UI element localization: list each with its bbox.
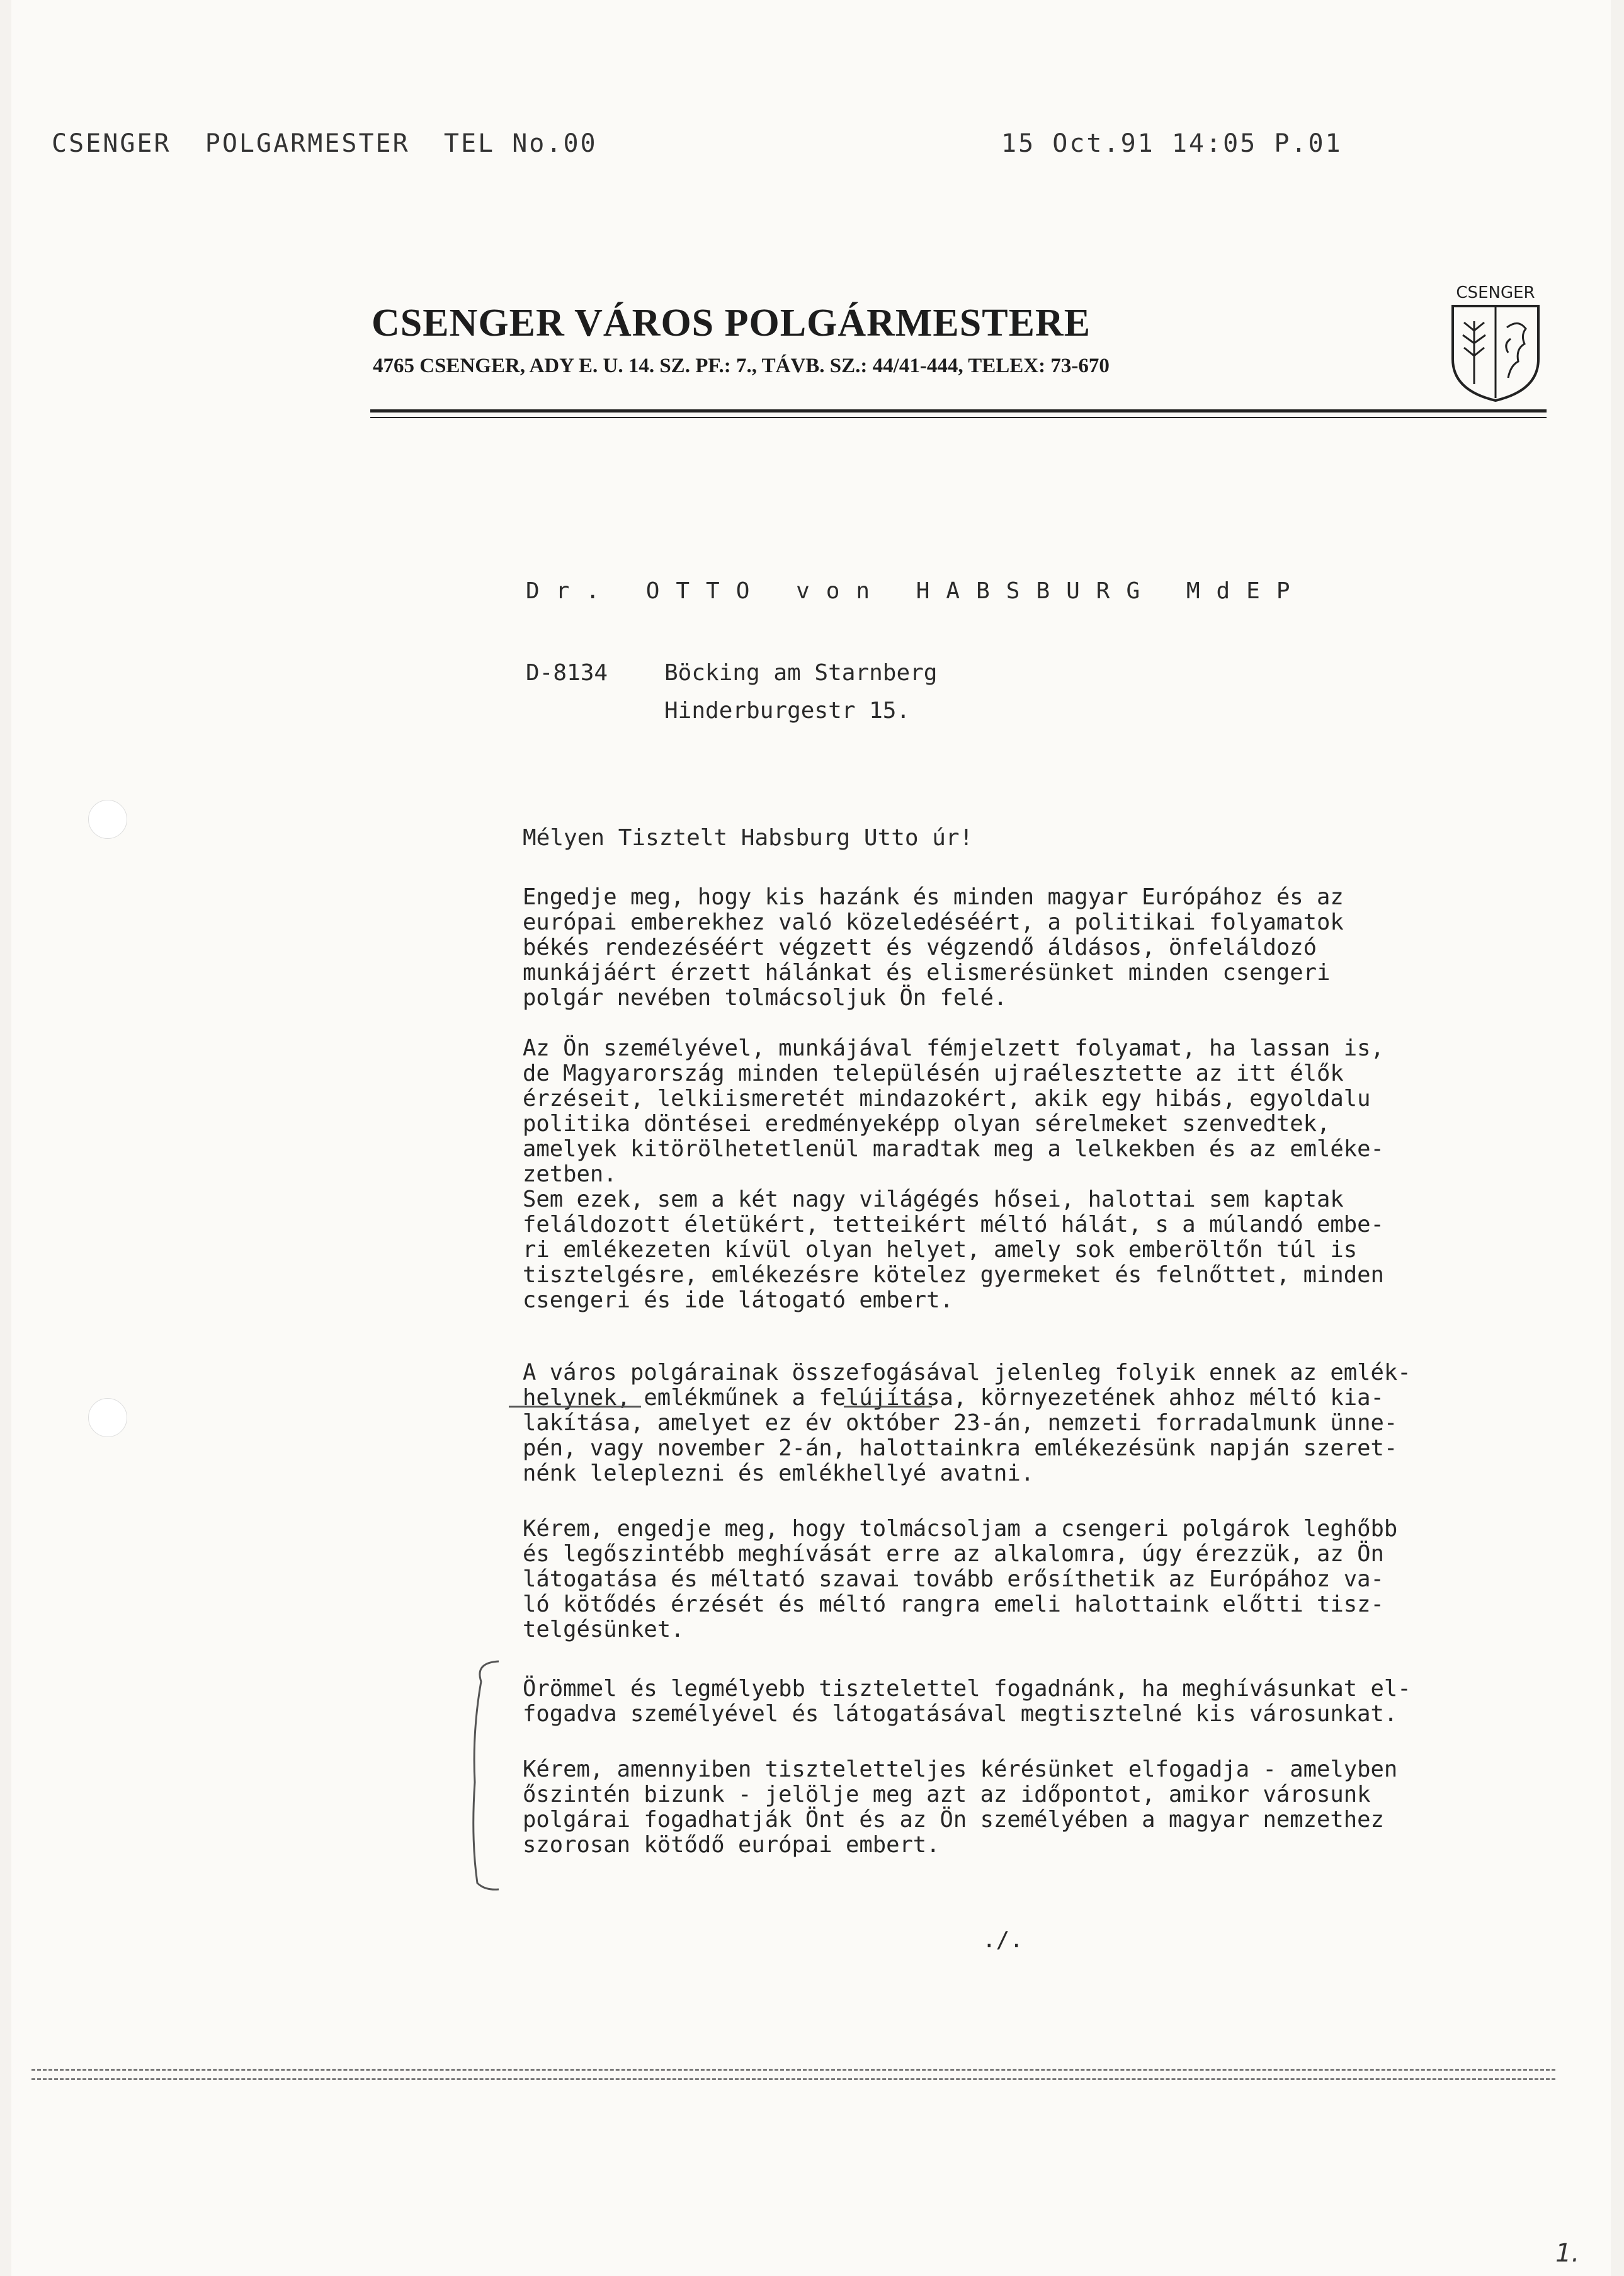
pen-underline bbox=[509, 1406, 641, 1408]
coat-of-arms-icon bbox=[1445, 283, 1546, 403]
text-line: polgár nevében tolmácsoljuk Ön felé. bbox=[523, 985, 1008, 1011]
punch-hole bbox=[88, 1398, 127, 1437]
text-line: békés rendezéséért végzett és végzendő áldásos, önfeláldozó bbox=[523, 935, 1317, 960]
pen-underline bbox=[844, 1406, 932, 1408]
text-line: de Magyarország minden településén ujraélesztette az itt élők bbox=[523, 1061, 1344, 1086]
text-line: A város polgárainak összefogásával jelenleg folyik ennek az emlék- bbox=[523, 1360, 1411, 1386]
paragraph-5 bbox=[523, 1676, 1543, 1727]
punch-hole bbox=[88, 800, 127, 839]
text-line: ri emlékezeten kívül olyan helyet, amely sok emberöltőn túl is bbox=[523, 1237, 1358, 1263]
paragraph-2 bbox=[523, 1036, 1543, 1313]
text-line: Sem ezek, sem a két nagy világégés hősei, halottai sem kaptak bbox=[523, 1186, 1344, 1212]
text-line: európai emberekhez való közeledéséért, a politikai folyamatok bbox=[523, 909, 1344, 935]
text-line: szorosan kötődő európai embert. bbox=[523, 1832, 940, 1858]
text-line: fogadva személyével és látogatásával megtisztelné kis városunkat. bbox=[523, 1701, 1398, 1727]
text-line: amelyek kitörölhetetlenül maradtak meg a lelkekben és az emléke- bbox=[523, 1136, 1384, 1162]
text-line: látogatása és méltató szavai tovább erősíthetik az Európához va- bbox=[523, 1566, 1384, 1592]
text-line: Kérem, amennyiben tiszteletteljes kérésünket elfogadja - amelyben bbox=[523, 1756, 1398, 1782]
salutation: Mélyen Tisztelt Habsburg Utto úr! bbox=[523, 825, 974, 851]
letterhead-rule-thin bbox=[370, 417, 1547, 418]
crest-label: CSENGER bbox=[1456, 283, 1535, 302]
perforation-line bbox=[31, 2069, 1555, 2071]
text-line: munkájáért érzett hálánkat és elismerésünket minden csengeri bbox=[523, 960, 1331, 986]
letterhead-title: CSENGER VÁROS POLGÁRMESTERE bbox=[372, 302, 1091, 344]
recipient-street: Hinderburgestr 15. bbox=[664, 698, 911, 724]
text-line: Az Ön személyével, munkájával fémjelzett folyamat, ha lassan is, bbox=[523, 1035, 1384, 1061]
recipient-name: Dr. OTTO von HABSBURG MdEP bbox=[526, 578, 1307, 604]
paragraph-4 bbox=[523, 1516, 1543, 1642]
text-line: feláldozott életükért, tetteikért méltó hálát, s a múlandó embe- bbox=[523, 1212, 1384, 1238]
text-line: zetben. bbox=[523, 1161, 617, 1187]
letterhead-address: 4765 CSENGER, ADY E. U. 14. SZ. PF.: 7., TÁVB. SZ.: 44/41-444, TELEX: 73-670 bbox=[373, 355, 1110, 377]
fax-header-sender: CSENGER POLGARMESTER TEL No.00 bbox=[52, 129, 598, 158]
text-line: polgárai fogadhatják Önt és az Ön személyében a magyar nemzethez bbox=[523, 1807, 1384, 1833]
letterhead-rule bbox=[370, 409, 1547, 413]
text-line: helynek, emlékműnek a felújítása, környezetének ahhoz méltó kia- bbox=[523, 1385, 1384, 1411]
text-line: Kérem, engedje meg, hogy tolmácsoljam a csengeri polgárok leghőbb bbox=[523, 1516, 1398, 1542]
text-line: pén, vagy november 2-án, halottainkra emlékezésünk napján szeret- bbox=[523, 1435, 1398, 1461]
text-line: csengeri és ide látogató embert. bbox=[523, 1287, 953, 1313]
text-line: ló kötődés érzését és méltó rangra emeli halottaink előtti tisz- bbox=[523, 1591, 1384, 1617]
page-number: 1. bbox=[1555, 2239, 1580, 2268]
text-line: őszintén bizunk - jelölje meg azt az időpontot, amikor városunk bbox=[523, 1782, 1371, 1807]
text-line: Örömmel és legmélyebb tisztelettel fogadnánk, ha meghívásunkat el- bbox=[523, 1676, 1411, 1702]
paragraph-3 bbox=[523, 1360, 1543, 1486]
text-line: Engedje meg, hogy kis hazánk és minden magyar Európához és az bbox=[523, 884, 1344, 910]
fax-header-timestamp: 15 Oct.91 14:05 P.01 bbox=[1001, 129, 1343, 158]
text-line: telgésünket. bbox=[523, 1617, 684, 1642]
recipient-postcode: D-8134 bbox=[526, 660, 608, 686]
continuation-mark: ./. bbox=[982, 1927, 1024, 1953]
text-line: politika döntései eredményeképp olyan sérelmeket szenvedtek, bbox=[523, 1111, 1331, 1137]
paragraph-1 bbox=[523, 885, 1543, 1011]
paragraph-6 bbox=[523, 1757, 1543, 1858]
perforation-line bbox=[31, 2078, 1555, 2080]
text-line: tisztelgésre, emlékezésre kötelez gyermeket és felnőttet, minden bbox=[523, 1262, 1384, 1288]
text-line: érzéseit, lelkiismeretét mindazokért, akik egy hibás, egyoldalu bbox=[523, 1086, 1371, 1112]
margin-bracket-mark bbox=[466, 1656, 504, 1896]
text-line: és legőszintébb meghívását erre az alkalomra, úgy érezzük, az Ön bbox=[523, 1541, 1384, 1567]
text-line: nénk leleplezni és emlékhellyé avatni. bbox=[523, 1460, 1035, 1486]
recipient-city: Böcking am Starnberg bbox=[664, 660, 938, 686]
text-line: lakítása, amelyet ez év október 23-án, nemzeti forradalmunk ünne- bbox=[523, 1410, 1398, 1436]
